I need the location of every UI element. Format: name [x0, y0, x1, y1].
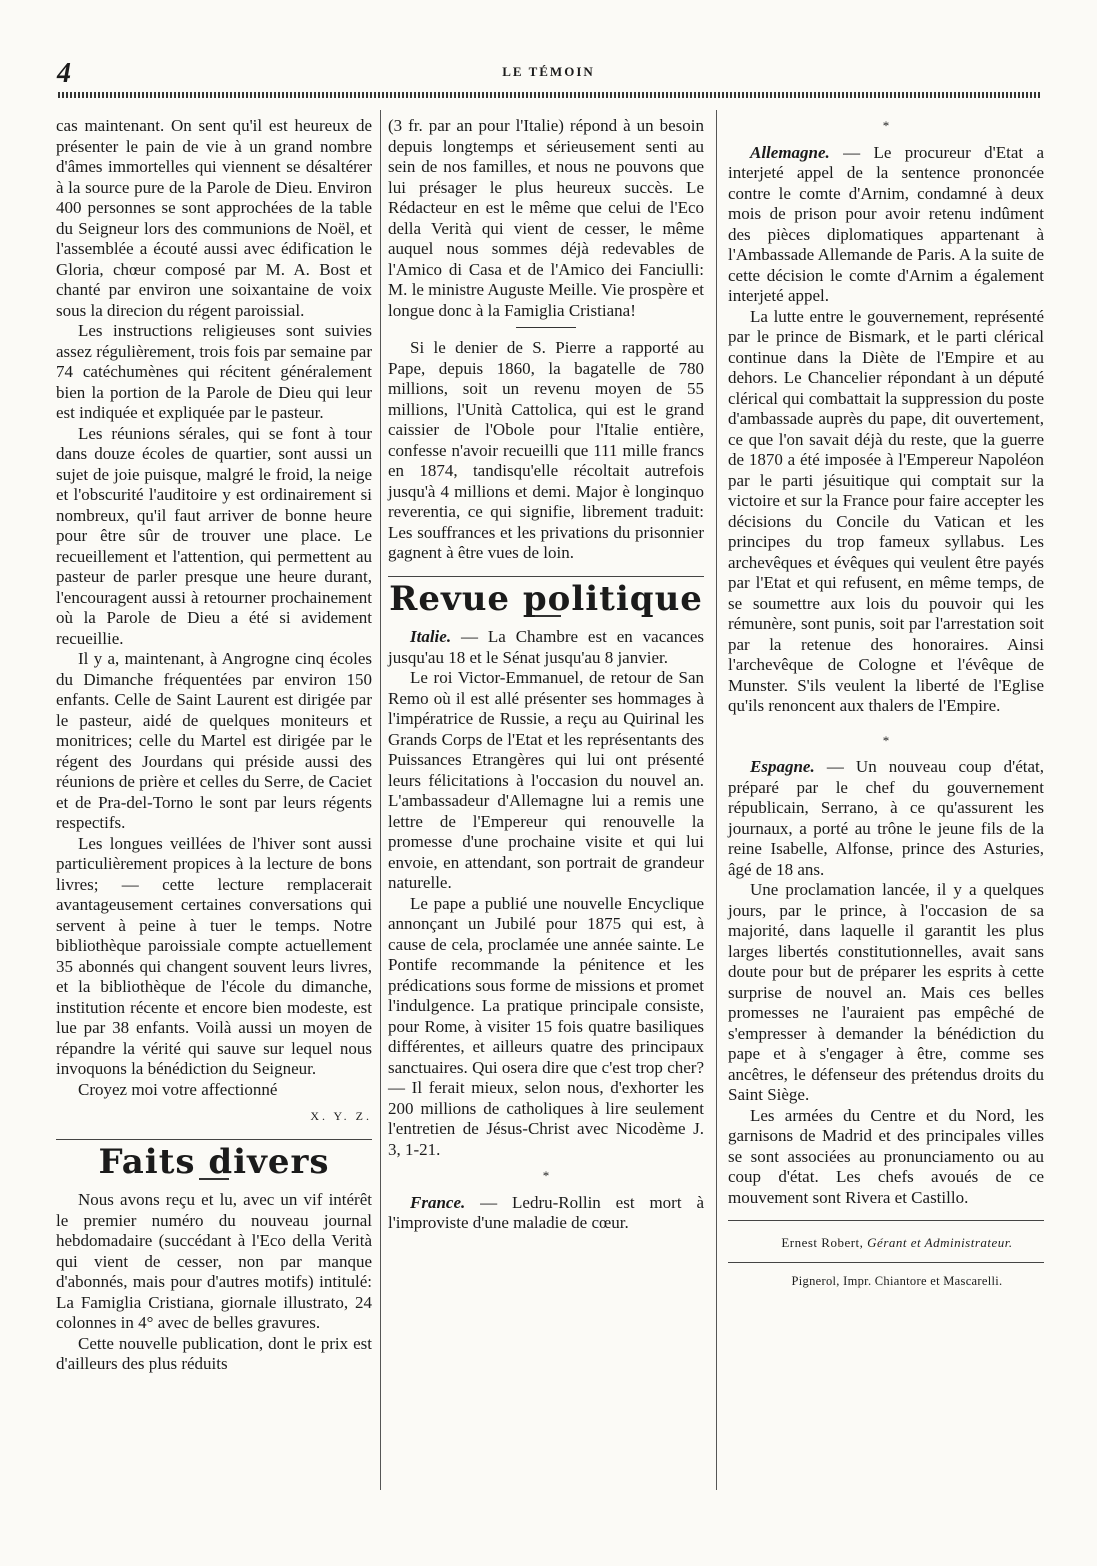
page-number: 4: [57, 58, 71, 89]
article-paragraph: Les instructions religieuses sont suivies assez régulièrement, trois fois par semaine par 74 catéchumènes qui récitent généralement bien la portion de la Parole de Dieu qui leur est indiquée et expliquée par le pasteur.: [56, 321, 372, 422]
closing-line: Croyez moi votre affectionné: [78, 1079, 278, 1099]
section-star: *: [542, 1168, 550, 1183]
article-paragraph: Une proclamation lancée, il y a quelques jours, par le prince, à l'occasion de sa majorité, dans laquelle il garantit les plus larges libertés constitutionnelles, avait sans doute pour but de préparer les esprits à cette surprise de nouvel an. Mais ces belles promesses ne l'auraient pas empêché de s'empresser à demander la bénédiction du pape et à s'engager à être, comme ses ancêtres, le défenseur des prétendus droits du Saint Siège.: [728, 880, 1044, 1104]
column-2: [388, 116, 704, 1234]
article-paragraph: Si le denier de S. Pierre a rapporté au Pape, depuis 1860, la bagatelle de 780 millions, soit un revenu moyen de 55 millions, l'Unità Cattolica, qui est le grand caissier de l'Obole pour l'Italie entière, confesse n'avoir recueilli que 111 mille francs en 1874, tandisqu'elle récoltait autrefois jusqu'à 4 millions et demi. Major è longinquo reverentia, ce qui signifie, librement traduit: Les souffrances et les privations du prisonnier gagnent à être vues de loin.: [388, 338, 704, 562]
imprint: Pignerol, Impr. Chiantore et Mascarelli.: [791, 1273, 1003, 1288]
section-rule: [728, 1220, 1044, 1221]
article-paragraph: (3 fr. par an pour l'Italie) répond à un besoin depuis longtemps et sérieusement senti au sein de nos familles, et nous ne pouvons que lui présager le plus heureux succès. Le Rédacteur en est le même que celui de l'Eco della Verità qui vient de cesser, le même auquel nous sommes déjà redevables de l'Amico di Casa et de l'Amico dei Fanciulli: M. le ministre Auguste Meille. Vie prospère et longue donc à la Famiglia Cristiana!: [388, 116, 704, 320]
article-text: — Le procureur d'Etat a interjeté appel de la sentence prononcée contre le comte d'Arnim, condamné à deux mois de prison pour avoir retenu indûment des pièces diplomatiques appartenant à l'Ambassade Allemande de Paris. A la suite de cette décision le comte d'Arnim a également interjeté appel.: [728, 142, 1044, 305]
column-1: [56, 116, 372, 1375]
section-star: *: [882, 732, 890, 748]
article-paragraph: Les armées du Centre et du Nord, les garnisons de Madrid et des principales villes se sont associées au pronunciamento ou au coup d'état. Les chefs avoués de ce mouvement sont Rivera et Castillo.: [728, 1105, 1044, 1207]
article-paragraph: La lutte entre le gouvernement, représenté par le prince de Bismark, et le parti clérical continue dans la Diète de l'Empire et au dehors. Le Chancelier répondant à un député clérical qui combattait la suppression du poste d'ambassade auprès du pape, dit ouvertement, ce que l'on savait déjà du reste, que la guerre de 1870 a été imposée à l'Empereur Napoléon par le parti jésuitique qui comptait sur la victoire et sur la France pour faire accepter les décisions du Concile du Vatican et les principes du trop fameux syllabus. Les archevêques et évêques qui veulent être payés par l'Etat et qui refusent, en même temps, de se soumettre aux lois du pouvoir qui les rémunère, sont punis, soit par l'arrestation soit par la retenue des honoraires. Ainsi l'archevêque de Cologne et l'évêque de Munster. S'ils veulent la liberté de l'Eglise qu'ils renoncent aux thalers de l'Empire.: [728, 306, 1044, 715]
article-paragraph: Le pape a publié une nouvelle Encyclique annonçant un Jubilé pour 1875 qui est, à cause de cela, proclamée une année sainte. Le Pontife recommande la pénitence et les prédications sous forme de missions et promet l'indulgence. La pratique principale consiste, pour Rome, à visiter 15 fois quatre basiliques différentes, et ailleurs quatre des principaux sanctuaires. Qui osera dire que c'est trop cher? — Il ferait mieux, selon nous, d'exhorter les 200 millions de catholiques à lire seulement l'entretien de Jésus-Christ avec Nicodème J. 3, 1-21.: [388, 893, 704, 1159]
section-rule: [56, 1139, 372, 1140]
publisher-credit: [728, 1233, 1044, 1254]
article-paragraph: cas maintenant. On sent qu'il est heureux de présenter le pain de vie à un grand nombre d'âmes immortelles qui viennent se désaltérer à la source pure de la Parole de Dieu. Environ 400 personnes se sont approchées de la table du Seigneur lors des communions de Noël, et l'assemblée a écouté aussi avec édification le Gloria, chœur composé par M. A. Bost et chanté par environ une soixantaine de voix sous la direcion du régent paroissial.: [56, 116, 372, 320]
country-label-allemagne: Allemagne.: [750, 142, 830, 162]
country-label-italie: Italie.: [410, 627, 452, 646]
header-rule: [58, 92, 1040, 98]
country-label-espagne: Espagne.: [750, 757, 815, 776]
article-paragraph: Le roi Victor-Emmanuel, de retour de San Remo où il est allé présenter ses hommages à l'impératrice de Russie, a reçu au Quirinal les Grands Corps de l'Etat et les représentants des Puissances Etrangères qui lui ont présenté leurs félicitations à l'occasion du nouvel an. L'ambassadeur d'Allemagne lui a remis une lettre de l'Empereur qui renouvelle la promesse d'une prochaine visite et qui lui envoie, en attendant, son portrait de grandeur naturelle.: [388, 668, 704, 892]
country-label-france: France.: [410, 1192, 466, 1212]
section-title-faits-divers: Faits divers: [98, 1141, 330, 1182]
separator-dash: [516, 327, 576, 328]
column-divider: [716, 110, 717, 1490]
manager-role: Gérant et Administrateur.: [867, 1235, 1013, 1250]
newspaper-title: LE TÉMOIN: [502, 64, 595, 79]
manager-name: Ernest Robert,: [781, 1235, 864, 1250]
column-divider: [380, 110, 381, 1490]
column-3: [728, 116, 1044, 1291]
section-rule: [728, 1262, 1044, 1263]
section-rule: [388, 576, 704, 577]
article-text: — La Chambre est en vacances jusqu'au 18 et le Sénat jusqu'au 8 janvier.: [388, 627, 704, 667]
section-title-revue-politique: Revue politique: [389, 578, 703, 619]
signature: X. Y. Z.: [310, 1109, 372, 1123]
article-paragraph: Les longues veillées de l'hiver sont aussi particulièrement propices à la lecture de bons livres; — cette lecture remplacerait avantageusement certaines conversations qui servent à peine à tuer le temps. Notre bibliothèque paroissiale compte actuellement 35 abonnés qui changent souvent leurs livres, et la bibliothèque de l'école du dimanche, institution récente et encore bien modeste, est lue par 38 enfants. Voilà aussi un moyen de répandre la vérité qui sauve sur lequel nous invoquons la bénédiction du Seigneur.: [56, 833, 372, 1078]
article-paragraph: Il y a, maintenant, à Angrogne cinq écoles du Dimanche fréquentées par environ 150 enfants. Celle de Saint Laurent est dirigée par le pasteur, aidé de quelques moniteurs et monitrices; celle du Martel est dirigée par le régent des Jourdans qui préside aussi des réunions de prière et celles du Serre, de Caciet et de Pra-del-Torno le sont par leurs régents respectifs.: [56, 649, 372, 832]
article-paragraph: Nous avons reçu et lu, avec un vif intérêt le premier numéro du nouveau journal hebdomadaire (succédant à l'Eco della Verità qui vient de cesser, non par manque d'abonnés, mais pour d'autres motifs) intitulé: La Famiglia Cristiana, giornale illustrato, 24 colonnes in 4° avec de belles gravures.: [56, 1190, 372, 1332]
article-paragraph: Les réunions sérales, qui se font à tour dans douze écoles de quartier, sont aussi un sujet de joie puisque, malgré le froid, la neige et l'obscurité l'auditoire y est ordinairement si nombreux, qu'il faut arriver de bonne heure pour être sûr de trouver une place. Le recueillement et l'attention, qui permettent au pasteur de parler presque une heure durant, l'encouragent aussi à retourner prochainement où la Parole de Dieu a été si avidement recueillie.: [56, 423, 372, 648]
article-text: — Un nouveau coup d'état, préparé par le chef du gouvernement républicain, Serrano, à ce qu'assurent les journaux, a porté au trône le jeune fils de la reine Isabelle, Alfonse, prince des Asturies, âgé de 18 ans.: [728, 757, 1045, 879]
article-text: — Ledru-Rollin est mort à l'improviste d'une maladie de cœur.: [388, 1192, 704, 1232]
article-paragraph: Cette nouvelle publication, dont le prix est d'ailleurs des plus réduits: [56, 1333, 372, 1373]
section-star: *: [882, 118, 890, 133]
